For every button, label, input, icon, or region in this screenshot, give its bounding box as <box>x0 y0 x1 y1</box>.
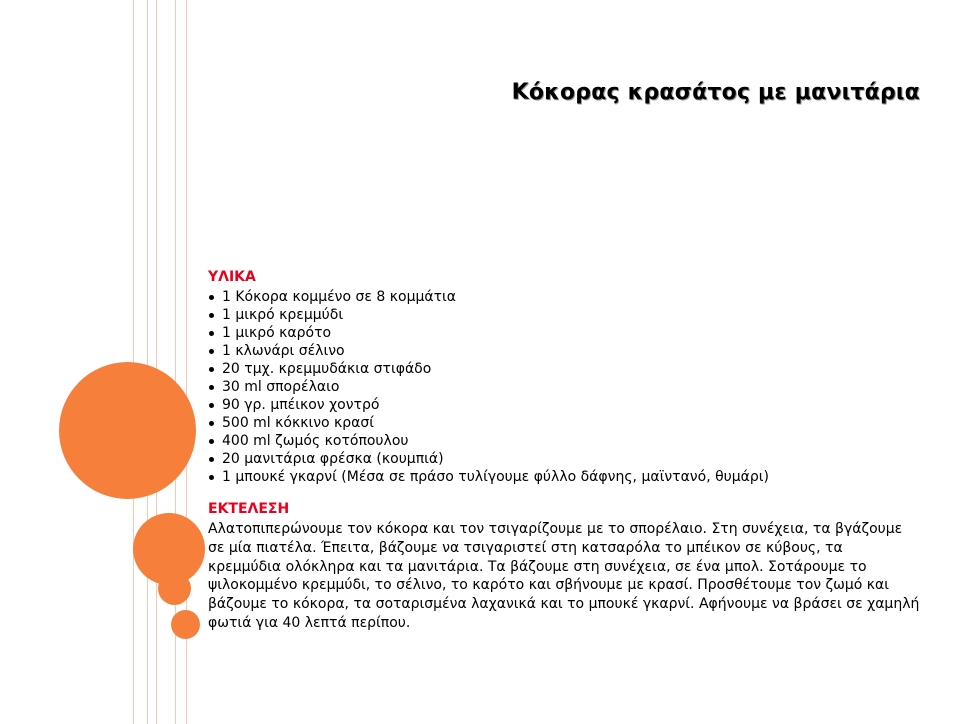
list-item <box>208 288 928 306</box>
ingredient-text: 20 τμχ. κρεμμυδάκια στιφάδο <box>222 361 432 377</box>
decorative-circle-small <box>158 572 191 605</box>
ingredient-text: 20 μανιτάρια φρέσκα (κουμπιά) <box>222 451 444 467</box>
bullet-icon <box>209 349 214 354</box>
list-item <box>208 432 928 450</box>
ingredients-list <box>208 288 928 486</box>
ingredient-text: 1 μικρό κρεμμύδι <box>222 307 344 323</box>
list-item <box>208 450 928 468</box>
list-item <box>208 414 928 432</box>
ingredients-heading: ΥΛΙΚΑ <box>208 269 256 285</box>
bullet-icon <box>209 313 214 318</box>
page-title: Κόκορας κρασάτος με μανιτάρια <box>511 80 920 105</box>
bullet-icon <box>209 403 214 408</box>
bullet-icon <box>209 457 214 462</box>
ingredient-text: 1 κλωνάρι σέλινο <box>222 343 345 359</box>
ingredient-text: 1 μπουκέ γκαρνί (Μέσα σε πράσο τυλίγουμε φύλλο δάφνης, μαϊντανό, θυμάρι) <box>222 469 769 485</box>
decorative-line <box>147 0 148 724</box>
list-item <box>208 324 928 342</box>
list-item <box>208 360 928 378</box>
ingredient-text: 90 γρ. μπέικον χοντρό <box>222 397 380 413</box>
ingredient-text: 30 ml σπορέλαιο <box>222 379 340 395</box>
list-item <box>208 396 928 414</box>
bullet-icon <box>209 367 214 372</box>
recipe-content <box>208 268 928 633</box>
bullet-icon <box>209 331 214 336</box>
bullet-icon <box>209 475 214 480</box>
list-item <box>208 342 928 360</box>
decorative-line <box>156 0 157 724</box>
ingredient-text: 500 ml κόκκινο κρασί <box>222 415 375 431</box>
bullet-icon <box>209 385 214 390</box>
bullet-icon <box>209 439 214 444</box>
ingredient-text: 400 ml ζωμός κοτόπουλου <box>222 433 409 449</box>
ingredient-text: 1 μικρό καρότο <box>222 325 332 341</box>
list-item <box>208 378 928 396</box>
decorative-circle-large <box>59 362 196 499</box>
ingredient-text: 1 Κόκορα κομμένο σε 8 κομμάτια <box>222 289 457 305</box>
method-heading: ΕΚΤΕΛΕΣΗ <box>208 501 290 517</box>
list-item <box>208 468 928 486</box>
list-item <box>208 306 928 324</box>
decorative-circle-tiny <box>171 610 200 639</box>
bullet-icon <box>209 421 214 426</box>
method-text: Αλατοπιπερώνουμε τον κόκορα και τον τσιγαρίζουμε με το σπορέλαιο. Στη συνέχεια, τα βγάζουμε σε μία πιατέλα. Έπειτα, βάζουμε να τσιγαριστεί στη κατσαρόλα το μπέικον σε κύβους, τα κρεμμύδια ολόκληρα και τα μανιτάρια. Τα βάζουμε στη συνέχεια, σε ένα μπολ. Σοτάρουμε το ψιλοκομμένο κρεμμύδι, το σέλινο, το καρότο και σβήνουμε με κρασί. Προσθέτουμε τον ζωμό και βάζουμε το κόκορα, τα σοταρισμένα λαχανικά και το μπουκέ γκαρνί. Αφήνουμε να βράσει σε χαμηλή φωτιά για 40 λεπτά περίπου. <box>208 521 920 631</box>
bullet-icon <box>209 295 214 300</box>
